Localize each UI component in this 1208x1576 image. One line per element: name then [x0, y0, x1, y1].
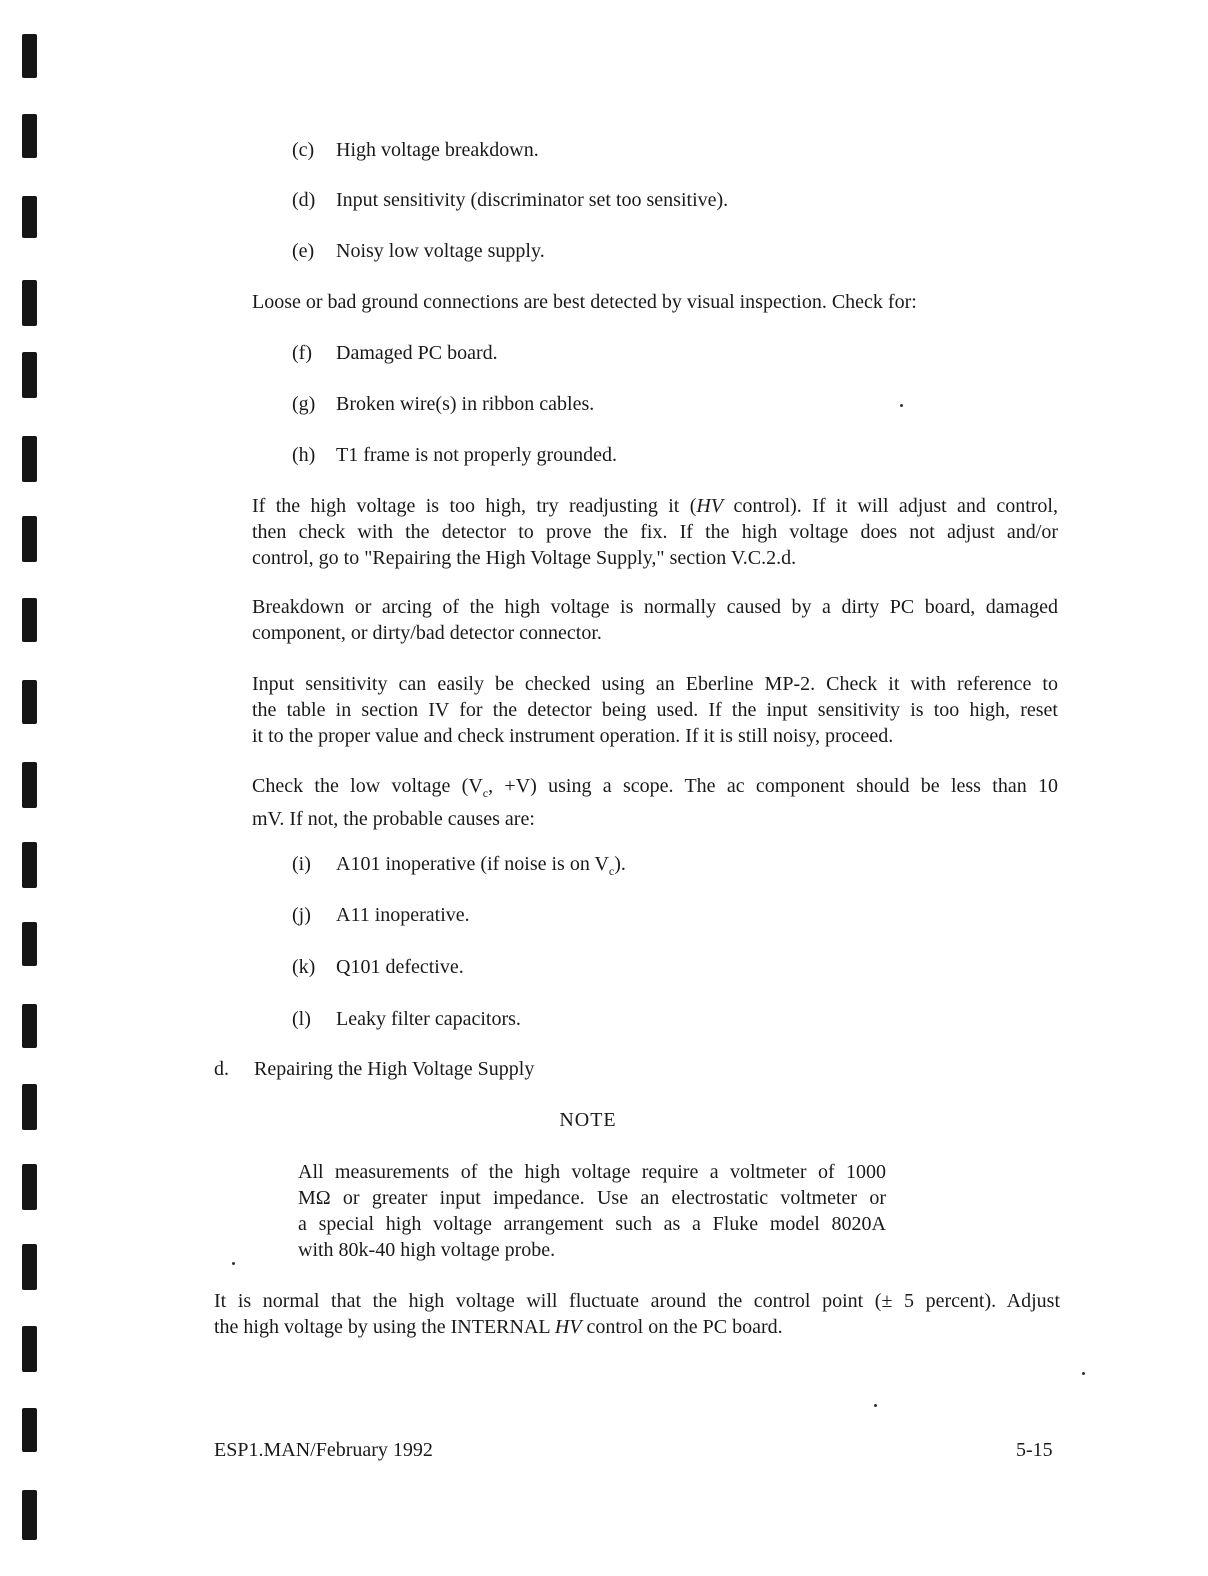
- binding-bar: [22, 922, 37, 966]
- list-item-text: Damaged PC board.: [336, 342, 498, 364]
- list-item-label: (i): [292, 853, 311, 875]
- list-item-text: ).: [614, 853, 626, 875]
- binding-bar: [22, 1244, 37, 1290]
- paragraph-text: control on the PC board.: [581, 1316, 783, 1338]
- fluctuation-paragraph: [214, 1288, 1060, 1340]
- list-item-label: (f): [292, 342, 312, 364]
- paragraph-line: [252, 493, 1058, 519]
- list-item: [292, 954, 464, 980]
- list-item-text: Noisy low voltage supply.: [336, 240, 545, 262]
- list-item: [292, 902, 470, 928]
- list-item: [292, 1006, 521, 1032]
- binding-bar: [22, 1408, 37, 1452]
- list-item: [292, 137, 539, 163]
- list-item: [292, 851, 626, 884]
- list-item: [292, 442, 617, 468]
- paragraph-line: mV. If not, the probable causes are:: [252, 808, 535, 830]
- page-number: 5-15: [1016, 1439, 1053, 1461]
- list-item-label: (l): [292, 1008, 311, 1030]
- binding-bar: [22, 842, 37, 888]
- speck: [874, 1404, 877, 1407]
- section-heading: [214, 1056, 534, 1082]
- list-item-text: T1 frame is not properly grounded.: [336, 444, 618, 466]
- list-item-text: Leaky filter capacitors.: [336, 1008, 521, 1030]
- note-text: [298, 1159, 886, 1263]
- hv-italic: HV: [696, 495, 724, 517]
- input-sensitivity-paragraph: [252, 671, 1058, 749]
- paragraph-line: It is normal that the high voltage will fluctuate around the control point (± 5 percent). Adjust: [214, 1290, 1060, 1312]
- breakdown-paragraph: [252, 594, 1058, 646]
- subscript-c: c: [482, 786, 489, 800]
- binding-bar: [22, 114, 37, 158]
- speck: [1082, 1372, 1085, 1375]
- list-item-label: (g): [292, 393, 316, 415]
- paragraph-line: Breakdown or arcing of the high voltage is normally caused by a dirty PC board, damaged: [252, 596, 1058, 618]
- list-item-label: (j): [292, 904, 311, 926]
- paragraph-text: , +V) using a scope. The ac component should be less than 10: [488, 775, 1059, 797]
- paragraph-line: it to the proper value and check instrument operation. If it is still noisy, proceed.: [252, 725, 894, 747]
- binding-bar: [22, 762, 37, 808]
- binding-bar: [22, 1004, 37, 1048]
- paragraph-text: control). If it will adjust and control,: [723, 495, 1058, 517]
- list-item: [292, 238, 545, 264]
- binding-bar: [22, 34, 37, 78]
- binding-bar: [22, 1164, 37, 1210]
- paragraph-line: a special high voltage arrangement such as a Fluke model 8020A: [298, 1213, 886, 1235]
- hv-too-high-paragraph: [252, 493, 1058, 571]
- speck: [232, 1262, 235, 1265]
- paragraph-line: component, or dirty/bad detector connector.: [252, 622, 602, 644]
- list-item-label: (d): [292, 189, 316, 211]
- paragraph-line: then check with the detector to prove the fix. If the high voltage does not adjust and/or: [252, 521, 1058, 543]
- loose-ground-paragraph: Loose or bad ground connections are best detected by visual inspection. Check for:: [252, 291, 917, 313]
- footer-left: ESP1.MAN/February 1992: [214, 1439, 433, 1461]
- list-item: [292, 391, 594, 417]
- binding-bar: [22, 1326, 37, 1372]
- list-item-label: (c): [292, 139, 315, 161]
- paragraph-line: [252, 773, 1058, 806]
- speck: [900, 404, 903, 407]
- paragraph-text: Check the low voltage (V: [252, 775, 483, 797]
- list-item-text: Input sensitivity (discriminator set too sensitive).: [336, 189, 729, 211]
- paragraph-text: the high voltage by using the INTERNAL: [214, 1316, 555, 1338]
- paragraph-text: If the high voltage is too high, try readjusting it (: [252, 495, 697, 517]
- note-heading: NOTE: [559, 1109, 617, 1131]
- section-title: Repairing the High Voltage Supply: [254, 1058, 535, 1080]
- list-item-text: Broken wire(s) in ribbon cables.: [336, 393, 595, 415]
- paragraph-line: Input sensitivity can easily be checked using an Eberline MP-2. Check it with reference to: [252, 673, 1058, 695]
- binding-bar: [22, 1490, 37, 1540]
- hv-italic: HV: [554, 1316, 582, 1338]
- binding-bar: [22, 436, 37, 482]
- binding-bar: [22, 680, 37, 724]
- paragraph-line: with 80k-40 high voltage probe.: [298, 1239, 556, 1261]
- binding-bar: [22, 280, 37, 326]
- list-item: [292, 187, 728, 213]
- list-item-label: (e): [292, 240, 315, 262]
- paragraph-line: control, go to "Repairing the High Voltage Supply," section V.C.2.d.: [252, 547, 797, 569]
- subscript-c: c: [608, 864, 615, 878]
- paragraph-line: the table in section IV for the detector being used. If the input sensitivity is too high, reset: [252, 699, 1058, 721]
- binding-bar: [22, 196, 37, 238]
- list-item-text: A11 inoperative.: [336, 904, 470, 926]
- paragraph-line: MΩ or greater input impedance. Use an electrostatic voltmeter or: [298, 1187, 886, 1209]
- list-item-label: (k): [292, 956, 316, 978]
- binding-bar: [22, 598, 37, 642]
- list-item: [292, 340, 498, 366]
- paragraph-line: All measurements of the high voltage require a voltmeter of 1000: [298, 1161, 886, 1183]
- list-item-label: (h): [292, 444, 316, 466]
- binding-bar: [22, 516, 37, 562]
- list-item-text: A101 inoperative (if noise is on V: [336, 853, 609, 875]
- section-label: d.: [214, 1058, 229, 1080]
- paragraph-line: [214, 1314, 1060, 1340]
- list-item-text: High voltage breakdown.: [336, 139, 539, 161]
- list-item-text: Q101 defective.: [336, 956, 464, 978]
- low-voltage-paragraph: [252, 773, 1058, 832]
- binding-bar: [22, 352, 37, 398]
